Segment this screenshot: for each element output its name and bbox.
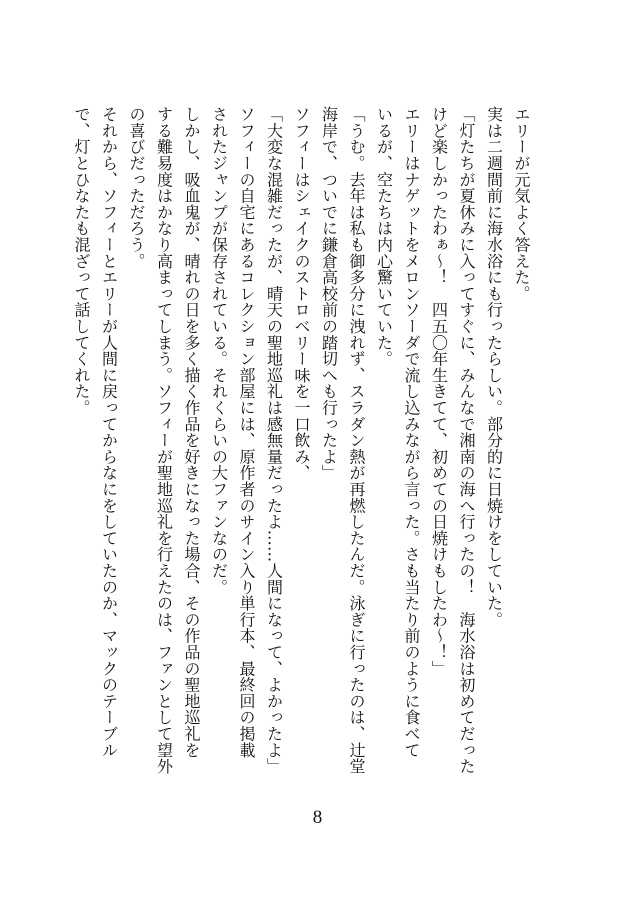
text-line-14: する難易度はかなり高まってしまう。ソフィーが聖地巡礼を行えたのは、ファンとして望外: [154, 106, 174, 775]
text-line-11: ソフィーの自宅にあるコレクション部屋には、原作者のサイン入り単行本、最終回の掲載: [237, 106, 256, 758]
text-line-7: 「うむ。去年は私も御多分に洩れず、スラダン熱が再燃したんだ。泳ぎに行ったのは、辻堂: [347, 106, 366, 775]
vertical-body-text: [68, 106, 536, 775]
text-line-10: 「大変な混雑だったが、晴天の聖地巡礼は感無量だったよ……人間になって、よかったよ」: [264, 106, 284, 775]
text-line-3: 「灯たちが夏休みに入ってすぐに、みんなで湘南の海へ行ったの！ 海水浴は初めてだった: [457, 106, 476, 775]
page-number: 8: [312, 807, 323, 828]
text-line-5: エリーはナゲットをメロンソーダで流し込みながら言った。さも当たり前のように食べて: [402, 106, 421, 758]
text-line-12: されたジャンプが保存されている。それくらいの大ファンなのだ。: [209, 106, 229, 595]
text-line-9: ソフィーはシェイクのストロベリー味を一口飲み、: [292, 106, 311, 481]
text-line-8: 海岸で、ついでに鎌倉高校前の踏切へも行ったよ」: [319, 106, 339, 481]
text-line-13: しかし、吸血鬼が、晴れの日を多く描く作品を好きになった場合、その作品の聖地巡礼を: [182, 106, 201, 758]
text-line-1: エリーが元気よく答えた。: [512, 106, 531, 302]
text-line-16: それから、ソフィーとエリーが人間に戻ってからなにをしていたのか、マックのテーブル: [99, 106, 119, 758]
text-line-17: で、灯とひなたも混ざって話してくれた。: [72, 106, 91, 416]
text-line-4: けど楽しかったわぁ〜！ 四五〇年生きてて、初めての日焼けもしたわ〜！」: [429, 106, 449, 677]
text-line-6: いるが、空たちは内心驚いていた。: [374, 106, 394, 367]
text-line-15: の喜びだっただろう。: [127, 106, 146, 269]
text-line-2: 実は二週間前に海水浴にも行ったらしい。部分的に日焼けをしていた。: [484, 106, 504, 628]
